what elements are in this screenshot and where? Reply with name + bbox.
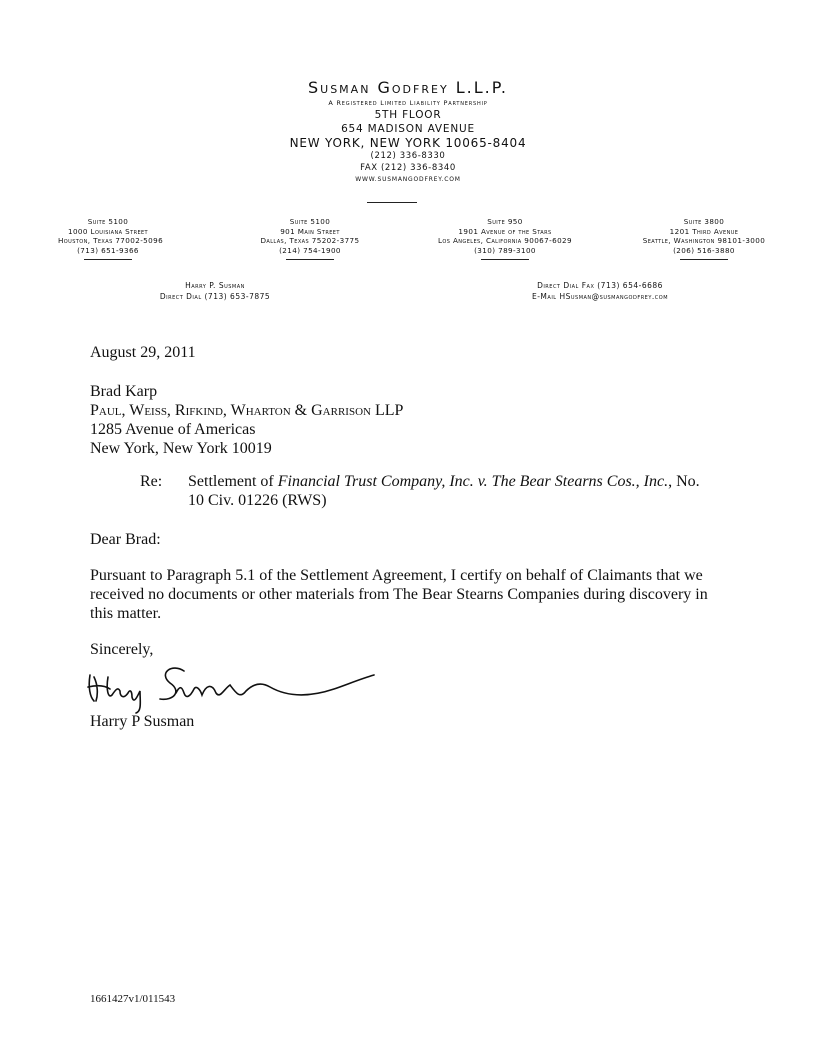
firm-city: NEW YORK, NEW YORK 10065-8404 bbox=[289, 136, 527, 150]
recipient-block bbox=[90, 382, 403, 458]
office-street: 1000 Louisiana Street bbox=[67, 226, 149, 236]
office-city: Dallas, Texas 75202-3775 bbox=[260, 236, 360, 245]
re-suffix: , No. bbox=[668, 473, 700, 490]
office-street: 1901 Avenue of the Stars bbox=[458, 226, 552, 236]
office-street: 1201 Third Avenue bbox=[669, 226, 739, 236]
office-seattle bbox=[634, 217, 774, 260]
office-los-angeles bbox=[435, 217, 575, 260]
letterhead-divider bbox=[367, 202, 417, 203]
office-phone: (214) 754-1900 bbox=[279, 245, 341, 255]
sender-email: E-Mail HSusman@susmangodfrey.com bbox=[531, 292, 669, 301]
firm-website: WWW.SUSMANGODFREY.COM bbox=[355, 176, 461, 183]
recipient-firm: Paul, Weiss, Rifkind, Wharton & Garrison LLP bbox=[90, 402, 404, 419]
document-id: 1661427v1/011543 bbox=[90, 993, 176, 1005]
office-houston bbox=[58, 217, 164, 260]
recipient-street: 1285 Avenue of Americas bbox=[90, 421, 256, 438]
office-phone: (713) 651-9366 bbox=[77, 245, 139, 255]
letter-date: August 29, 2011 bbox=[90, 344, 196, 361]
signature-name: Harry P Susman bbox=[90, 713, 195, 730]
office-suite: Suite 5100 bbox=[289, 217, 331, 226]
re-label: Re: bbox=[140, 473, 163, 490]
re-subject bbox=[188, 472, 728, 510]
recipient-name: Brad Karp bbox=[90, 383, 158, 400]
handwritten-signature bbox=[84, 655, 384, 715]
salutation: Dear Brad: bbox=[90, 531, 161, 548]
sender-contact-right bbox=[505, 280, 695, 302]
closing: Sincerely, bbox=[90, 641, 154, 658]
office-divider bbox=[481, 259, 529, 260]
office-phone: (206) 516-3880 bbox=[673, 245, 735, 255]
office-city: Houston, Texas 77002-5096 bbox=[58, 236, 164, 245]
firm-phone: (212) 336-8330 bbox=[370, 151, 446, 161]
firm-fax: FAX (212) 336-8340 bbox=[360, 162, 456, 173]
firm-type: A Registered Limited Liability Partnership bbox=[328, 99, 488, 107]
sender-contact-left bbox=[130, 280, 300, 302]
sender-name: Harry P. Susman bbox=[185, 281, 245, 290]
office-divider bbox=[680, 259, 728, 260]
sender-direct-fax: Direct Dial Fax (713) 654-6686 bbox=[537, 281, 663, 290]
office-city: Seattle, Washington 98101-3000 bbox=[642, 236, 766, 245]
office-dallas bbox=[250, 217, 370, 260]
office-city: Los Angeles, California 90067-6029 bbox=[437, 236, 573, 245]
firm-floor: 5TH FLOOR bbox=[374, 109, 442, 121]
office-divider bbox=[286, 259, 334, 260]
office-suite: Suite 950 bbox=[487, 217, 523, 226]
re-line-1 bbox=[188, 472, 728, 491]
office-phone: (310) 789-3100 bbox=[474, 245, 536, 255]
letter-body: Pursuant to Paragraph 5.1 of the Settlement Agreement, I certify on behalf of Claimants that we received no documents or other materials from The Bear Stearns Companies during discovery in this matter. bbox=[90, 567, 708, 622]
re-line-2: 10 Civ. 01226 (RWS) bbox=[188, 492, 327, 509]
firm-street: 654 MADISON AVENUE bbox=[341, 122, 475, 135]
office-suite: Suite 5100 bbox=[87, 217, 129, 226]
sender-direct-dial: Direct Dial (713) 653-7875 bbox=[159, 292, 271, 301]
letterhead bbox=[0, 78, 816, 185]
re-prefix: Settlement of bbox=[188, 473, 278, 490]
recipient-city: New York, New York 10019 bbox=[90, 440, 272, 457]
office-suite: Suite 3800 bbox=[683, 217, 725, 226]
office-divider bbox=[84, 259, 132, 260]
re-case-name: Financial Trust Company, Inc. v. The Bear Stearns Cos., Inc. bbox=[277, 473, 669, 490]
office-street: 901 Main Street bbox=[280, 226, 340, 236]
firm-name: Susman Godfrey L.L.P. bbox=[307, 78, 508, 97]
